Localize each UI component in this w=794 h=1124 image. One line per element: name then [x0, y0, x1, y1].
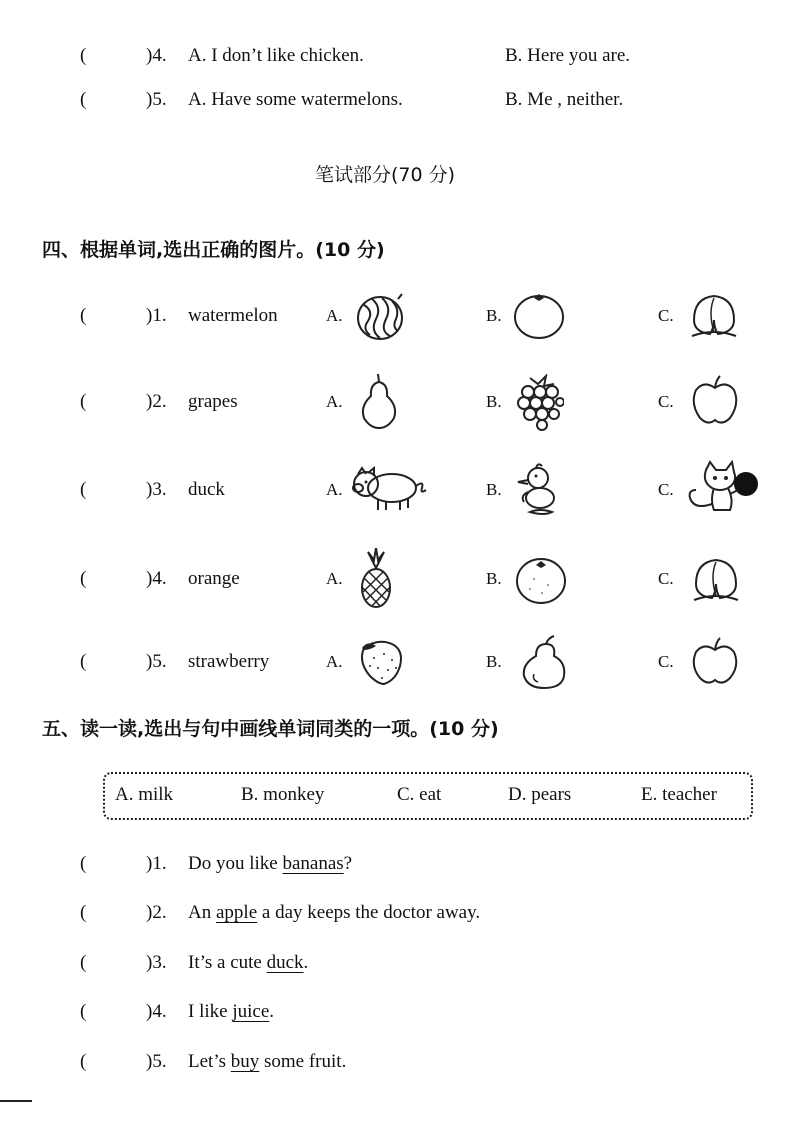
option-a-text: A. Have some watermelons.: [188, 89, 403, 110]
listening-question-5: [0, 88, 794, 128]
peach-icon[interactable]: [690, 556, 742, 604]
watermelon-icon[interactable]: [354, 291, 406, 343]
answer-paren[interactable]: (: [80, 568, 87, 589]
option-a-label: A.: [326, 306, 343, 325]
answer-paren[interactable]: (: [80, 651, 87, 672]
section-5-question-2: [0, 901, 794, 941]
option-c-label: C.: [658, 569, 674, 588]
section-5-question-1: [0, 852, 794, 892]
page-edge-mark: [0, 1100, 32, 1102]
strawberry-icon[interactable]: [356, 636, 406, 686]
pear-icon[interactable]: [518, 634, 570, 690]
word-bank-option-b: B. monkey: [241, 784, 325, 805]
section-4-question-4: [0, 567, 794, 607]
cat-icon[interactable]: [684, 460, 760, 518]
word-bank-option-e: E. teacher: [641, 784, 717, 805]
section-5-question-4: [0, 1000, 794, 1040]
answer-paren[interactable]: (: [80, 391, 87, 412]
option-c-label: C.: [658, 480, 674, 499]
pineapple-icon[interactable]: [358, 548, 394, 608]
option-a-label: A.: [326, 569, 343, 588]
pig-icon[interactable]: [350, 464, 428, 512]
option-a-text: A. I don’t like chicken.: [188, 45, 364, 66]
section-4-title: 四、根据单词,选出正确的图片。(10 分): [42, 239, 385, 261]
option-c-label: C.: [658, 392, 674, 411]
question-sentence: It’s a cute duck.: [188, 952, 309, 973]
option-c-label: C.: [658, 652, 674, 671]
written-part-title: 笔试部分(70 分): [315, 164, 456, 186]
option-b-label: B.: [486, 569, 502, 588]
option-a-label: A.: [326, 392, 343, 411]
answer-paren[interactable]: (: [80, 1051, 87, 1072]
pear-icon[interactable]: [356, 372, 402, 430]
duck-icon[interactable]: [514, 462, 562, 518]
apple-icon[interactable]: [690, 374, 740, 426]
question-number: )5.: [146, 1051, 167, 1072]
underlined-word: buy: [230, 1051, 260, 1072]
answer-paren[interactable]: (: [80, 952, 87, 973]
answer-paren[interactable]: (: [80, 1001, 87, 1022]
question-number: )3.: [146, 952, 167, 973]
question-word: grapes: [188, 391, 238, 412]
word-bank-option-c: C. eat: [397, 784, 442, 805]
section-5-title: 五、读一读,选出与句中画线单词同类的一项。(10 分): [42, 718, 499, 740]
question-word: strawberry: [188, 651, 270, 672]
question-number: )4.: [146, 568, 167, 589]
underlined-word: duck: [266, 952, 304, 973]
question-word: orange: [188, 568, 240, 589]
word-bank-option-a: A. milk: [115, 784, 174, 805]
question-sentence: Let’s buy some fruit.: [188, 1051, 347, 1072]
question-number: )2.: [146, 391, 167, 412]
listening-question-4: [0, 44, 794, 84]
option-b-label: B.: [486, 306, 502, 325]
question-number: )1.: [146, 305, 167, 326]
underlined-word: juice: [232, 1001, 270, 1022]
section-5-question-3: [0, 951, 794, 991]
question-word: duck: [188, 479, 225, 500]
word-bank-option-d: D. pears: [508, 784, 572, 805]
question-number: )2.: [146, 902, 167, 923]
option-a-label: A.: [326, 480, 343, 499]
question-number: )5.: [146, 89, 167, 110]
option-b-text: B. Me , neither.: [505, 89, 624, 110]
answer-paren[interactable]: (: [80, 853, 87, 874]
question-sentence: Do you like bananas?: [188, 853, 353, 874]
question-sentence: I like juice.: [188, 1001, 275, 1022]
option-b-text: B. Here you are.: [505, 45, 631, 66]
answer-paren[interactable]: (: [80, 479, 87, 500]
grapes-icon[interactable]: [514, 374, 564, 432]
question-number: )1.: [146, 853, 167, 874]
answer-paren[interactable]: (: [80, 305, 87, 326]
question-number: )4.: [146, 45, 167, 66]
answer-paren[interactable]: (: [80, 902, 87, 923]
question-word: watermelon: [188, 305, 278, 326]
question-number: )3.: [146, 479, 167, 500]
orange-icon[interactable]: [514, 555, 568, 605]
peach-icon[interactable]: [688, 292, 740, 340]
option-b-label: B.: [486, 392, 502, 411]
orange-icon[interactable]: [512, 292, 566, 340]
question-number: )5.: [146, 651, 167, 672]
question-number: )4.: [146, 1001, 167, 1022]
option-b-label: B.: [486, 480, 502, 499]
answer-paren[interactable]: (: [80, 45, 87, 66]
underlined-word: apple: [215, 902, 258, 923]
apple-icon[interactable]: [690, 636, 740, 686]
option-b-label: B.: [486, 652, 502, 671]
answer-paren[interactable]: (: [80, 89, 87, 110]
underlined-word: bananas: [282, 853, 344, 874]
question-sentence: An apple a day keeps the doctor away.: [188, 902, 481, 923]
word-bank: [103, 772, 753, 820]
option-c-label: C.: [658, 306, 674, 325]
option-a-label: A.: [326, 652, 343, 671]
section-5-question-5: [0, 1050, 794, 1090]
